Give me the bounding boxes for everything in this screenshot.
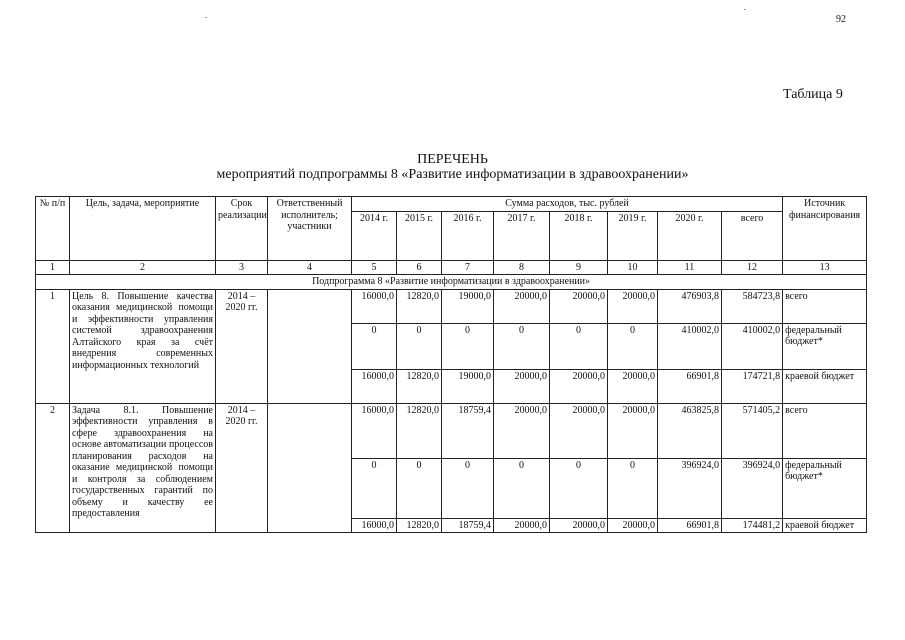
value-cell: 0 xyxy=(608,323,658,369)
column-number: 5 xyxy=(352,260,397,274)
document-title xyxy=(0,152,905,182)
row-number: 2 xyxy=(36,403,70,533)
header-year: 2018 г. xyxy=(550,211,608,260)
header-year: 2014 г. xyxy=(352,211,397,260)
column-number: 9 xyxy=(550,260,608,274)
header-year: 2016 г. xyxy=(442,211,494,260)
page-number: 92 xyxy=(836,14,846,25)
section-row xyxy=(36,274,867,289)
table-body xyxy=(36,197,867,533)
value-cell: 410002,0 xyxy=(658,323,722,369)
row-description: Задача 8.1. Повышение эффективности управления в сфере здравоохранения на основе автоматизации процессов планирования расходов на оказание медицинской помощи и контроля за соблюдением государственных гарантий по объему и качеству ее предоставления xyxy=(70,403,216,533)
value-cell-total: 396924,0 xyxy=(722,458,783,518)
scan-speck xyxy=(744,9,746,10)
row-executor xyxy=(268,403,352,533)
header-no: № п/п xyxy=(36,197,70,261)
value-cell-total: 584723,8 xyxy=(722,289,783,323)
column-number: 4 xyxy=(268,260,352,274)
value-cell: 0 xyxy=(494,458,550,518)
value-cell: 0 xyxy=(442,323,494,369)
value-cell: 20000,0 xyxy=(494,289,550,323)
value-cell: 463825,8 xyxy=(658,403,722,458)
row-term: 2014 – 2020 гг. xyxy=(216,289,268,403)
header-year: 2017 г. xyxy=(494,211,550,260)
value-cell: 66901,8 xyxy=(658,369,722,403)
value-cell: 0 xyxy=(550,458,608,518)
value-cell: 0 xyxy=(608,458,658,518)
value-cell: 18759,4 xyxy=(442,403,494,458)
value-cell: 0 xyxy=(442,458,494,518)
header-term: Срок реализации xyxy=(216,197,268,261)
value-cell: 18759,4 xyxy=(442,518,494,533)
header-row-1 xyxy=(36,197,867,212)
header-sum: Сумма расходов, тыс. рублей xyxy=(352,197,783,212)
row-number: 1 xyxy=(36,289,70,403)
value-cell: 20000,0 xyxy=(608,403,658,458)
value-cell-total: 410002,0 xyxy=(722,323,783,369)
funding-source: всего xyxy=(783,289,867,323)
value-cell: 66901,8 xyxy=(658,518,722,533)
column-number: 11 xyxy=(658,260,722,274)
section-title: Подпрограмма 8 «Развитие информатизации в здравоохранении» xyxy=(36,274,867,289)
value-cell: 20000,0 xyxy=(550,369,608,403)
column-number: 8 xyxy=(494,260,550,274)
value-cell: 19000,0 xyxy=(442,369,494,403)
funding-source: всего xyxy=(783,403,867,458)
header-year: 2015 г. xyxy=(397,211,442,260)
column-number: 6 xyxy=(397,260,442,274)
column-number: 2 xyxy=(70,260,216,274)
value-cell: 12820,0 xyxy=(397,403,442,458)
value-cell: 16000,0 xyxy=(352,518,397,533)
header-year-total: всего xyxy=(722,211,783,260)
column-number: 7 xyxy=(442,260,494,274)
column-number: 1 xyxy=(36,260,70,274)
value-cell: 20000,0 xyxy=(608,369,658,403)
title-line-2: мероприятий подпрограммы 8 «Развитие информатизации в здравоохранении» xyxy=(216,167,689,182)
column-number: 13 xyxy=(783,260,867,274)
table-row xyxy=(36,403,867,458)
value-cell-total: 174721,8 xyxy=(722,369,783,403)
row-term: 2014 – 2020 гг. xyxy=(216,403,268,533)
value-cell: 12820,0 xyxy=(397,518,442,533)
value-cell: 0 xyxy=(352,458,397,518)
table-row xyxy=(36,289,867,323)
value-cell: 0 xyxy=(397,323,442,369)
column-number: 12 xyxy=(722,260,783,274)
title-line-1: ПЕРЕЧЕНЬ xyxy=(417,152,488,167)
scan-speck xyxy=(205,17,207,18)
header-executor: Ответственный исполнитель; участники xyxy=(268,197,352,261)
value-cell: 396924,0 xyxy=(658,458,722,518)
value-cell-total: 174481,2 xyxy=(722,518,783,533)
column-number: 10 xyxy=(608,260,658,274)
row-executor xyxy=(268,289,352,403)
value-cell: 0 xyxy=(494,323,550,369)
measures-table xyxy=(35,196,867,533)
value-cell: 16000,0 xyxy=(352,289,397,323)
header-source: Источник финансирования xyxy=(783,197,867,261)
value-cell: 20000,0 xyxy=(550,518,608,533)
funding-source: федеральный бюджет* xyxy=(783,458,867,518)
value-cell: 20000,0 xyxy=(608,289,658,323)
value-cell: 476903,8 xyxy=(658,289,722,323)
header-year: 2020 г. xyxy=(658,211,722,260)
value-cell-total: 571405,2 xyxy=(722,403,783,458)
value-cell: 0 xyxy=(352,323,397,369)
value-cell: 20000,0 xyxy=(608,518,658,533)
value-cell: 20000,0 xyxy=(550,403,608,458)
header-year: 2019 г. xyxy=(608,211,658,260)
column-number: 3 xyxy=(216,260,268,274)
value-cell: 12820,0 xyxy=(397,369,442,403)
value-cell: 12820,0 xyxy=(397,289,442,323)
funding-source: краевой бюджет xyxy=(783,518,867,533)
value-cell: 0 xyxy=(397,458,442,518)
value-cell: 20000,0 xyxy=(550,289,608,323)
value-cell: 19000,0 xyxy=(442,289,494,323)
value-cell: 20000,0 xyxy=(494,369,550,403)
funding-source: краевой бюджет xyxy=(783,369,867,403)
row-description: Цель 8. Повышение качества оказания медицинской помощи и эффективности управления системой здравоохранения Алтайского края за счёт внедрения современных информационных технологий xyxy=(70,289,216,403)
funding-source: федеральный бюджет* xyxy=(783,323,867,369)
header-goal: Цель, задача, мероприятие xyxy=(70,197,216,261)
value-cell: 16000,0 xyxy=(352,403,397,458)
table-label: Таблица 9 xyxy=(783,87,843,102)
column-numbers-row xyxy=(36,260,867,274)
value-cell: 20000,0 xyxy=(494,403,550,458)
value-cell: 20000,0 xyxy=(494,518,550,533)
value-cell: 16000,0 xyxy=(352,369,397,403)
value-cell: 0 xyxy=(550,323,608,369)
